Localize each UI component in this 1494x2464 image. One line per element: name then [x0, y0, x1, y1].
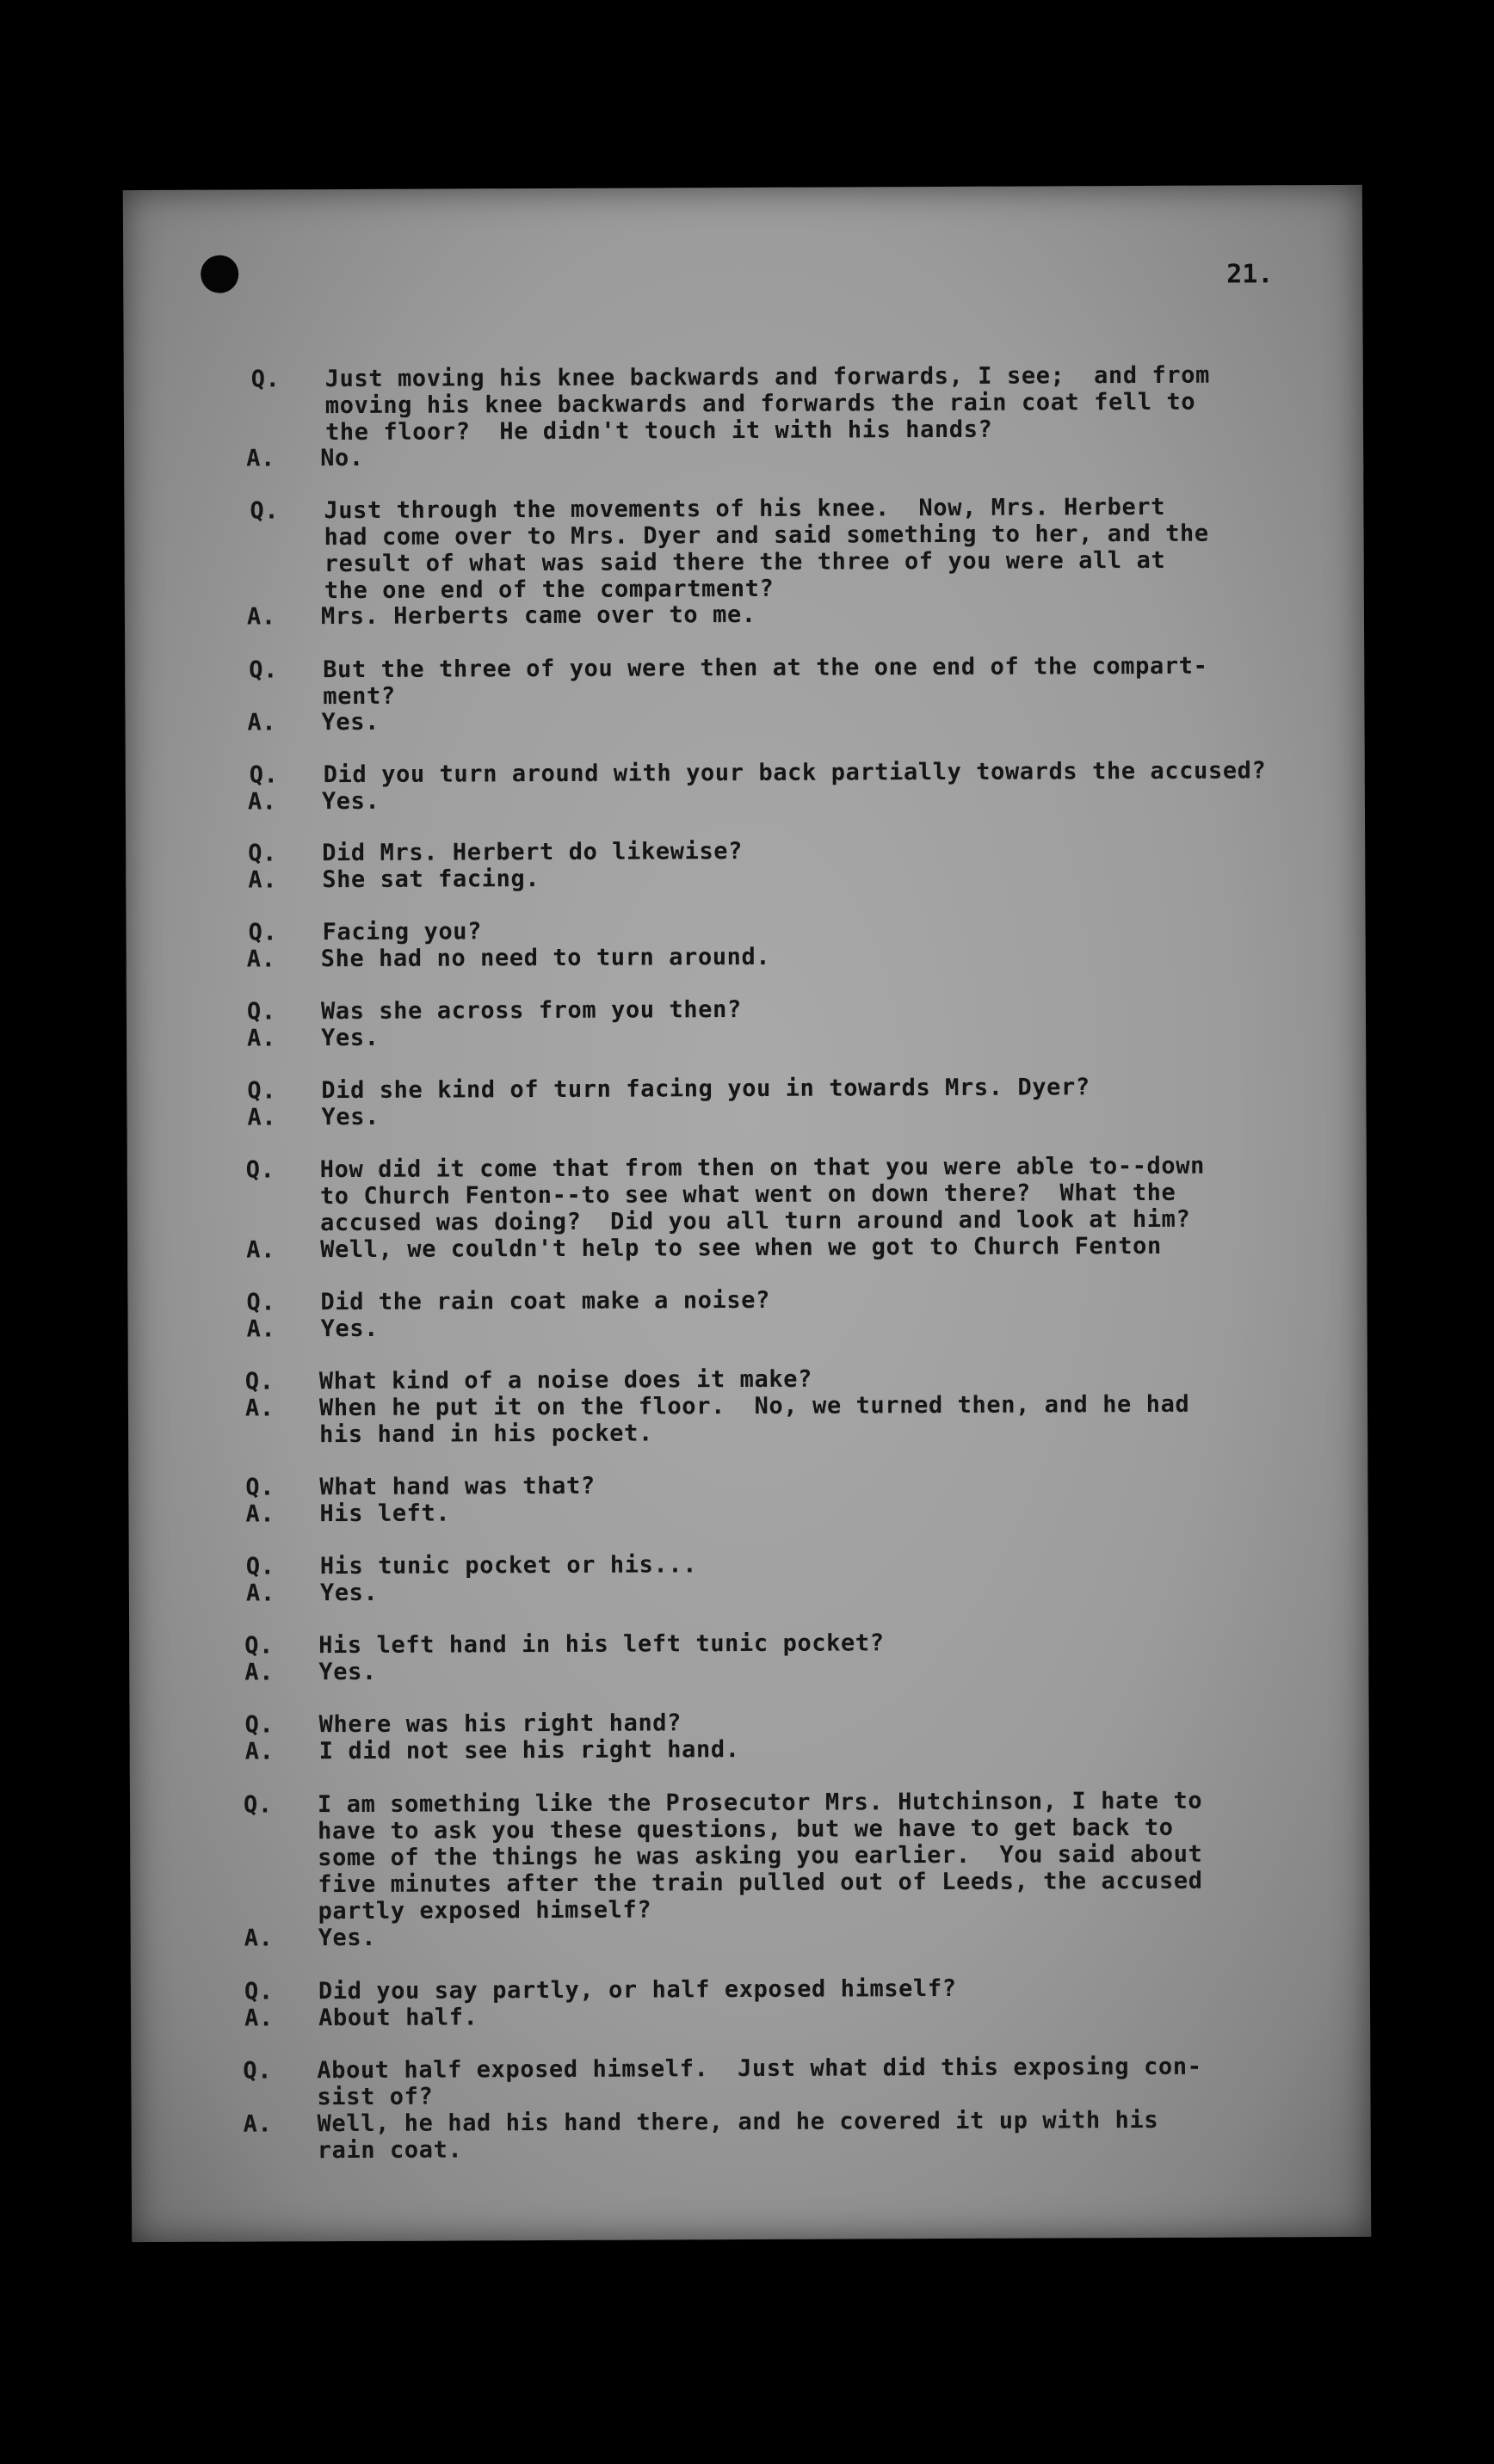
- speaker-label: Q.: [245, 1156, 275, 1184]
- line-text: His left.: [319, 1500, 451, 1528]
- line-text: Yes.: [318, 1924, 377, 1952]
- line-text: Did she kind of turn facing you in towards Mrs. Dyer?: [321, 1074, 1090, 1105]
- transcript-line: [245, 1390, 1309, 1448]
- line-text: Where was his right hand?: [318, 1709, 682, 1739]
- speaker-label: A.: [246, 946, 276, 973]
- transcript-line: [247, 941, 1311, 972]
- transcript-line: [246, 1575, 1310, 1606]
- transcript-line: [248, 784, 1312, 815]
- speaker-label: A.: [244, 1925, 274, 1952]
- line-text: What hand was that?: [319, 1472, 596, 1501]
- line-text: Facing you?: [322, 918, 483, 946]
- transcript-line: [244, 2000, 1308, 2031]
- line-text: I am something like the Prosecutor Mrs. Hutchinson, I hate to have to ask you these questions, but we have to get back to some of the things he was asking you earlier. You said about five minutes after the train pulled out of Leeds, the accused partly exposed himself?: [317, 1787, 1203, 1925]
- speaker-label: A.: [247, 1025, 276, 1052]
- line-text: When he put it on the floor. No, we turned then, and he had his hand in his pocket.: [318, 1390, 1190, 1449]
- speaker-label: Q.: [244, 1711, 275, 1739]
- speaker-label: Q.: [245, 1474, 275, 1501]
- line-text: His tunic pocket or his...: [319, 1551, 698, 1580]
- speaker-label: Q.: [249, 656, 279, 684]
- transcript-line: [245, 1734, 1309, 1765]
- speaker-label: Q.: [243, 1791, 273, 1819]
- line-text: Did you turn around with your back partially towards the accused?: [323, 757, 1267, 789]
- line-text: Did Mrs. Herbert do likewise?: [322, 838, 744, 867]
- transcript-line: [244, 1787, 1308, 1925]
- speaker-label: A.: [246, 1236, 275, 1264]
- line-text: About half.: [318, 2004, 478, 2032]
- line-text: Did you say partly, or half exposed himself?: [318, 1974, 957, 2005]
- line-text: She sat facing.: [322, 865, 540, 894]
- speaker-label: A.: [246, 445, 275, 472]
- transcript-line: [247, 1311, 1311, 1342]
- speaker-label: A.: [245, 1500, 275, 1528]
- transcript-line: [247, 599, 1311, 630]
- transcript: [123, 185, 1371, 2242]
- line-text: Well, he had his hand there, and he covered it up with his rain coat.: [317, 2106, 1159, 2165]
- transcript-line: [244, 2106, 1307, 2164]
- line-text: Yes.: [319, 1579, 379, 1607]
- line-text: Yes.: [320, 1315, 380, 1343]
- speaker-label: A.: [247, 788, 277, 816]
- line-text: Well, we couldn't help to see when we got to Church Fenton: [320, 1232, 1162, 1264]
- speaker-label: A.: [248, 866, 278, 894]
- transcript-line: [243, 2053, 1306, 2110]
- speaker-label: Q.: [244, 1368, 275, 1395]
- line-text: Yes.: [321, 1024, 380, 1052]
- line-text: His left hand in his left tunic pocket?: [318, 1629, 885, 1660]
- speaker-label: A.: [247, 709, 277, 736]
- line-text: Yes.: [318, 1658, 377, 1686]
- speaker-label: Q.: [243, 2057, 273, 2085]
- line-text: No.: [320, 444, 364, 472]
- speaker-label: A.: [244, 2005, 274, 2032]
- transcript-line: [245, 1496, 1309, 1527]
- paper-sheet: [123, 185, 1371, 2242]
- speaker-label: A.: [245, 1580, 275, 1607]
- speaker-label: Q.: [247, 1077, 277, 1105]
- line-text: Yes.: [321, 787, 380, 816]
- page-number: 21.: [1226, 259, 1274, 290]
- transcript-line: [247, 1020, 1311, 1051]
- line-text: Yes.: [321, 1103, 380, 1131]
- speaker-label: Q.: [244, 1978, 274, 2005]
- line-text: About half exposed himself. Just what did this exposing con- sist of?: [317, 2053, 1202, 2111]
- transcript-line: [246, 440, 1310, 471]
- speaker-label: A.: [244, 1395, 275, 1422]
- speaker-label: Q.: [250, 497, 280, 525]
- transcript-line: [246, 1232, 1310, 1263]
- speaker-label: Q.: [250, 366, 281, 393]
- speaker-label: Q.: [246, 1289, 276, 1316]
- transcript-line: [248, 862, 1312, 893]
- transcript-line: [247, 1100, 1311, 1130]
- speaker-label: Q.: [245, 1553, 275, 1580]
- transcript-line: [246, 1152, 1310, 1236]
- line-text: Just moving his knee backwards and forwards, I see; and from moving his knee backwards and forwards the rain coat fell to the floor? He didn't touch it with his hands?: [324, 361, 1211, 447]
- speaker-label: Q.: [248, 919, 278, 946]
- speaker-label: Q.: [248, 840, 277, 867]
- line-text: I did not see his right hand.: [318, 1736, 740, 1765]
- speaker-label: Q.: [246, 998, 276, 1026]
- speaker-label: Q.: [244, 1632, 274, 1660]
- speaker-label: A.: [246, 1315, 276, 1343]
- line-text: But the three of you were then at the one end of the compart- ment?: [323, 652, 1208, 711]
- line-text: Mrs. Herberts came over to me.: [320, 601, 756, 631]
- line-text: She had no need to turn around.: [320, 943, 771, 973]
- line-text: Did the rain coat make a noise?: [320, 1286, 771, 1316]
- transcript-line: [249, 652, 1312, 710]
- transcript-line: [244, 1654, 1308, 1685]
- speaker-label: A.: [244, 1738, 275, 1765]
- line-text: Just through the movements of his knee. Now, Mrs. Herbert had come over to Mrs. Dyer and said something to her, and the result of what was said there the three of you were all at the one end of the compartment?: [324, 493, 1209, 605]
- line-text: Yes.: [321, 708, 380, 736]
- transcript-line: [250, 493, 1314, 604]
- transcript-line: [251, 361, 1315, 446]
- line-text: Was she across from you then?: [320, 996, 742, 1026]
- transcript-line: [247, 705, 1311, 736]
- line-text: How did it come that from then on that you were able to--down to Church Fenton--to see what went on down there? What the accused was doing? Did you all turn around and look at him?: [319, 1152, 1206, 1237]
- transcript-line: [244, 1920, 1308, 1951]
- line-text: What kind of a noise does it make?: [318, 1365, 813, 1395]
- speaker-label: Q.: [249, 761, 279, 789]
- speaker-label: A.: [243, 2110, 273, 2138]
- speaker-label: A.: [246, 603, 276, 631]
- speaker-label: A.: [247, 1104, 277, 1131]
- speaker-label: A.: [244, 1659, 275, 1686]
